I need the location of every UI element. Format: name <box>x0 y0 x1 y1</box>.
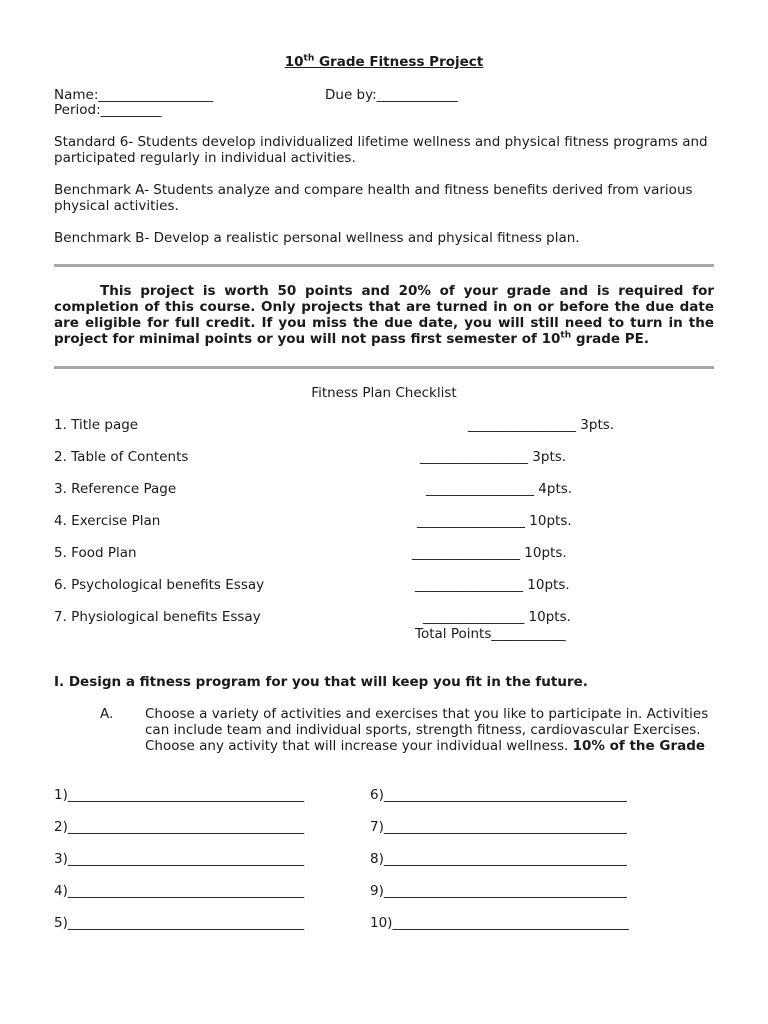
checklist-heading: Fitness Plan Checklist <box>311 385 457 401</box>
item-letter: A. <box>100 706 114 722</box>
benchmark-a-text: Benchmark A- Students analyze and compare health and fitness benefits derived from various physical activities. <box>54 182 693 214</box>
name-field[interactable]: Name:_________________ <box>54 87 214 103</box>
answer-line[interactable]: 8)____________________________________ <box>370 851 627 867</box>
checklist-item-blank[interactable]: ________________ 10pts. <box>415 577 570 593</box>
section-heading: I. Design a fitness program for you that will keep you fit in the future. <box>54 674 588 690</box>
answer-line[interactable]: 9)____________________________________ <box>370 883 627 899</box>
checklist-item-label: 3. Reference Page <box>54 481 177 497</box>
checklist-item-blank[interactable]: ________________ 10pts. <box>417 513 572 529</box>
checklist-item-blank[interactable]: ________________ 3pts. <box>468 417 615 433</box>
checklist-item-blank[interactable]: ________________ 4pts. <box>426 481 573 497</box>
period-field[interactable]: Period:_________ <box>54 102 162 118</box>
item-a-text: Choose a variety of activities and exercises that you like to participate in. Activities can include team and individual sports, strength fitness, cardiovascular Exercises. Choose any activity that will increase your individual wellness. 10% of the Grade <box>145 706 709 754</box>
checklist-item-blank[interactable]: ________________ 3pts. <box>420 449 567 465</box>
answer-line[interactable]: 4)___________________________________ <box>54 883 305 899</box>
answer-line[interactable]: 6)____________________________________ <box>370 787 627 803</box>
divider <box>54 366 714 369</box>
checklist-item-blank[interactable]: ________________ 10pts. <box>412 545 567 561</box>
checklist-item-label: 6. Psychological benefits Essay <box>54 577 265 593</box>
answer-line[interactable]: 10)___________________________________ <box>370 915 629 931</box>
grading-notice: This project is worth 50 points and 20% of your grade and is required for completion of this course. Only projects that are turned in on or before the due date are eligible for full credit. If you miss the due date, you will still need to turn in the project for minimal points or you will not pass first semester of 10th grade PE. <box>54 283 714 347</box>
checklist-item-blank[interactable]: _______________ 10pts. <box>423 609 571 625</box>
checklist-item-label: 4. Exercise Plan <box>54 513 161 529</box>
checklist-item-label: 5. Food Plan <box>54 545 137 561</box>
page-title: 10th Grade Fitness Project <box>284 53 484 70</box>
checklist-item-label: 2. Table of Contents <box>54 449 189 465</box>
total-points-field[interactable]: Total Points___________ <box>415 626 566 642</box>
divider <box>54 264 714 267</box>
answer-line[interactable]: 1)___________________________________ <box>54 787 305 803</box>
standard-6-text: Standard 6- Students develop individualized lifetime wellness and physical fitness programs and participated regularly in individual activities. <box>54 134 708 166</box>
checklist-item-label: 1. Title page <box>54 417 139 433</box>
benchmark-b-text: Benchmark B- Develop a realistic personal wellness and physical fitness plan. <box>54 230 580 246</box>
answer-line[interactable]: 5)___________________________________ <box>54 915 305 931</box>
answer-line[interactable]: 2)___________________________________ <box>54 819 305 835</box>
answer-line[interactable]: 7)____________________________________ <box>370 819 627 835</box>
due-date-field[interactable]: Due by:____________ <box>325 87 458 103</box>
checklist-item-label: 7. Physiological benefits Essay <box>54 609 261 625</box>
answer-line[interactable]: 3)___________________________________ <box>54 851 305 867</box>
